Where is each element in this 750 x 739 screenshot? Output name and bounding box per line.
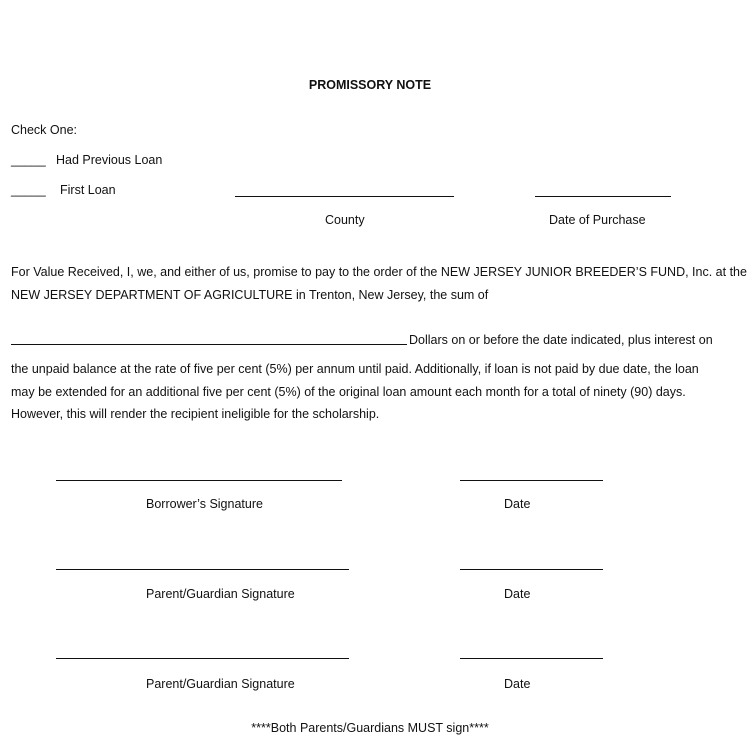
document-title: PROMISSORY NOTE (308, 78, 432, 92)
footer-note: ****Both Parents/Guardians MUST sign**** (251, 721, 489, 735)
paragraph-text: may be extended for an additional five per cent (5%) of the original loan amount each month for a total of ninety (90) days. (11, 385, 686, 399)
borrower-signature-line[interactable] (56, 480, 342, 481)
parent-guardian-signature-line[interactable] (56, 658, 349, 659)
county-label: County (325, 213, 365, 227)
paragraph-text: NEW JERSEY DEPARTMENT OF AGRICULTURE in Trenton, New Jersey, the sum of (11, 288, 489, 302)
county-blank-line[interactable] (235, 196, 454, 197)
option-label: Had Previous Loan (56, 153, 163, 167)
option-blank: _____ (11, 153, 46, 167)
paragraph-text: However, this will render the recipient ineligible for the scholarship. (11, 407, 380, 421)
paragraph-text: the unpaid balance at the rate of five per cent (5%) per annum until paid. Additionally, if loan is not paid by due date, the loan (11, 362, 699, 376)
parent-guardian-date-line[interactable] (460, 658, 603, 659)
check-one-label: Check One: (11, 123, 78, 137)
amount-blank-line[interactable] (11, 344, 407, 345)
parent-guardian-signature-line[interactable] (56, 569, 349, 570)
parent-guardian-date-label: Date (504, 677, 531, 691)
parent-guardian-date-line[interactable] (460, 569, 603, 570)
borrower-date-line[interactable] (460, 480, 603, 481)
paragraph-text: For Value Received, I, we, and either of us, promise to pay to the order of the NEW JERSEY JUNIOR BREEDER’S FUND, Inc. at the (11, 265, 747, 279)
amount-suffix-text: Dollars on or before the date indicated, plus interest on (409, 333, 713, 347)
parent-guardian-signature-label: Parent/Guardian Signature (146, 677, 295, 691)
option-blank: _____ (11, 183, 46, 197)
parent-guardian-signature-label: Parent/Guardian Signature (146, 587, 295, 601)
option-label: First Loan (60, 183, 116, 197)
date-of-purchase-label: Date of Purchase (549, 213, 646, 227)
borrower-signature-label: Borrower’s Signature (146, 497, 263, 511)
parent-guardian-date-label: Date (504, 587, 531, 601)
borrower-date-label: Date (504, 497, 531, 511)
date-of-purchase-blank-line[interactable] (535, 196, 671, 197)
